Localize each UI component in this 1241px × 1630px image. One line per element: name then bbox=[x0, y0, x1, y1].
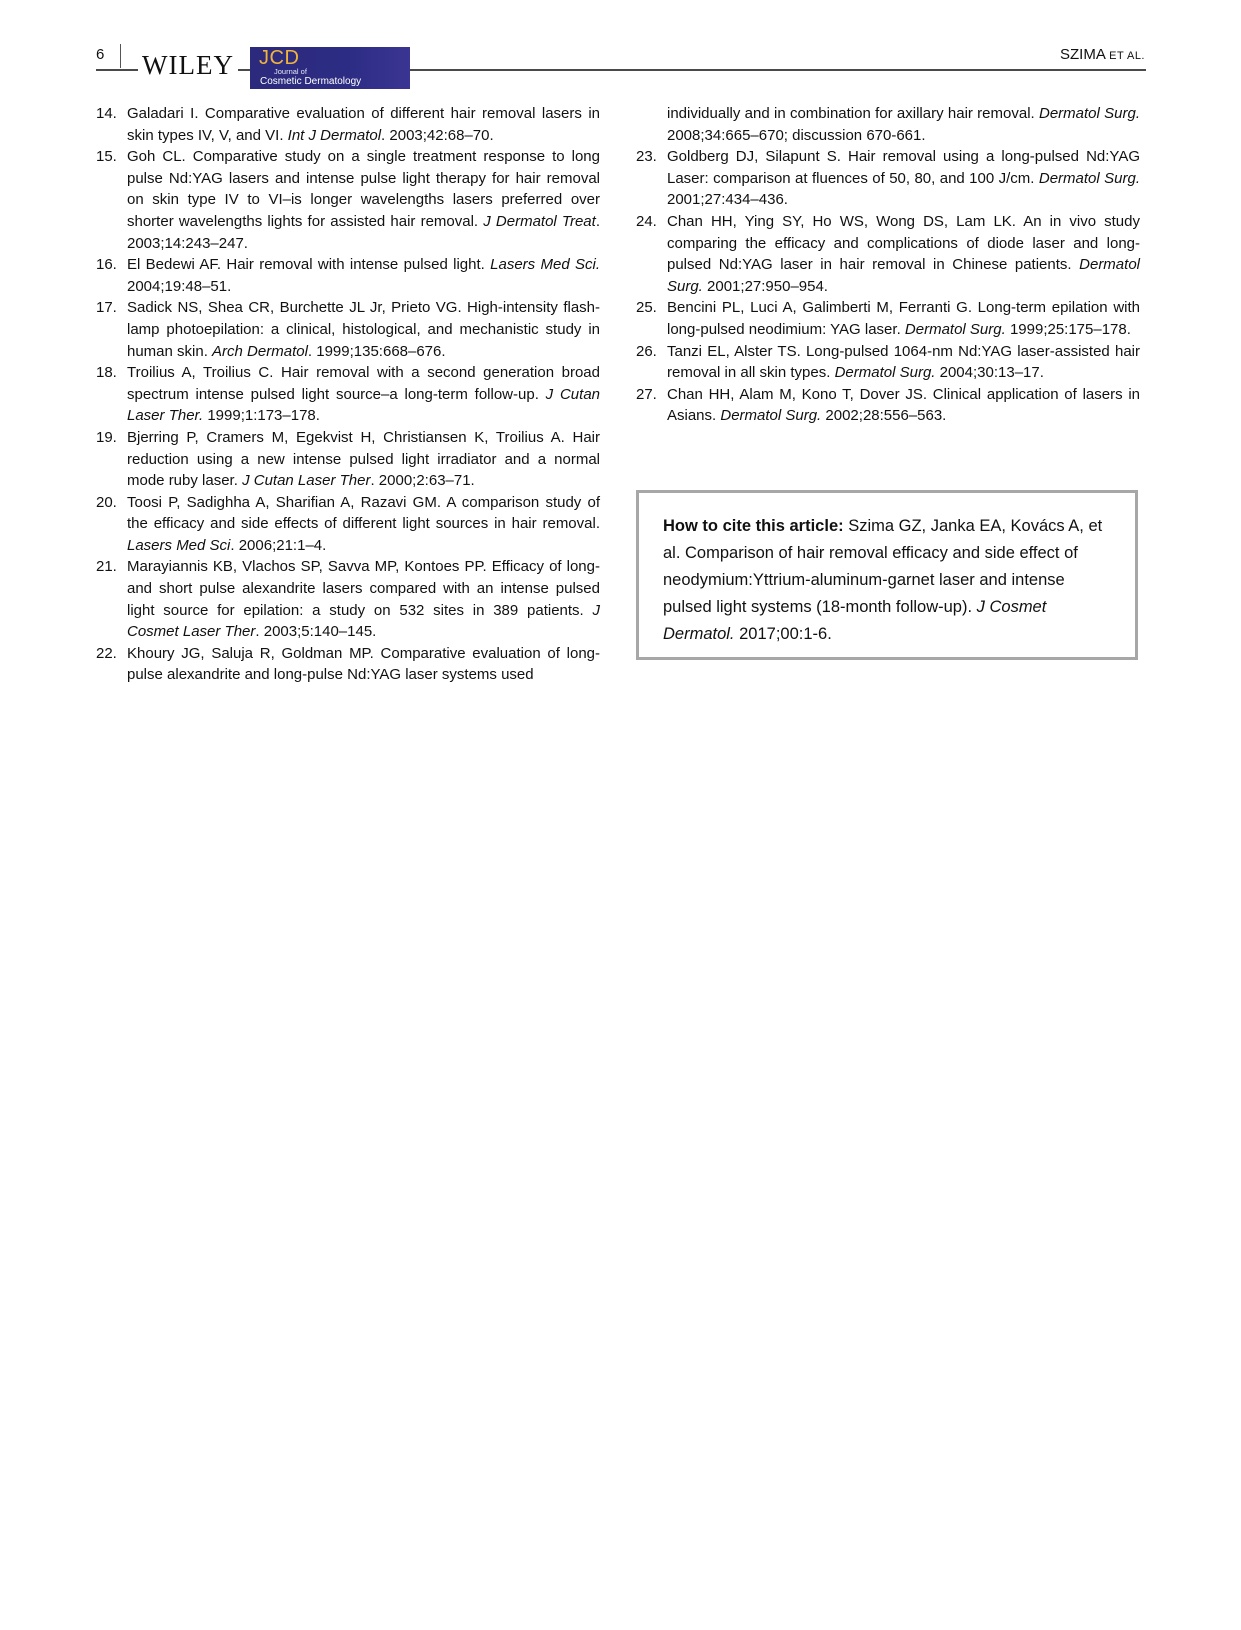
reference-journal: Dermatol Surg. bbox=[667, 256, 1140, 295]
how-to-cite-label: How to cite this article: bbox=[663, 517, 844, 535]
reference-number: 15. bbox=[96, 148, 117, 166]
reference-tail: . 1999;135:668–676. bbox=[307, 342, 446, 360]
reference-tail: 2004;19:48–51. bbox=[127, 277, 232, 295]
reference-text: Troilius A, Troilius C. Hair removal with a second generation broad spectrum intense pulsed light source–a long-term follow-up. bbox=[127, 364, 600, 403]
reference-item bbox=[636, 211, 1140, 297]
reference-number: 20. bbox=[96, 493, 117, 511]
reference-journal: Int J Dermatol bbox=[287, 126, 382, 144]
reference-text: Bencini PL, Luci A, Galimberti M, Ferranti G. Long-term epilation with long-pulsed neodimium: YAG laser. bbox=[667, 299, 1140, 338]
reference-tail: . 2003;42:68–70. bbox=[381, 126, 494, 144]
running-head-suffix: ET AL. bbox=[1109, 50, 1145, 62]
reference-number: 18. bbox=[96, 364, 117, 382]
page-header bbox=[0, 0, 1241, 95]
page-number: 6 bbox=[96, 46, 105, 63]
how-to-cite-tail: 2017;00:1-6. bbox=[734, 625, 832, 643]
reference-number: 24. bbox=[636, 212, 657, 230]
reference-journal: Dermatol Surg. bbox=[834, 364, 936, 382]
reference-tail: . 2003;5:140–145. bbox=[255, 623, 377, 641]
reference-journal: J Dermatol Treat bbox=[483, 212, 596, 230]
reference-number: 19. bbox=[96, 428, 117, 446]
how-to-cite-text: Szima GZ, Janka EA, Kovács A, et al. Comparison of hair removal efficacy and side effect of neodymium:Yttrium-aluminum-garnet laser and intense pulsed light systems (18-month follow-up). bbox=[663, 517, 1103, 616]
reference-number: 26. bbox=[636, 342, 657, 360]
journal-logo bbox=[250, 47, 410, 89]
reference-item bbox=[96, 362, 600, 427]
reference-journal: Dermatol Surg. bbox=[1039, 105, 1140, 122]
reference-tail: 2002;28:556–563. bbox=[821, 407, 947, 425]
reference-journal: Lasers Med Sci. bbox=[490, 256, 601, 274]
header-tick-divider bbox=[120, 44, 121, 68]
running-head bbox=[1060, 46, 1145, 63]
reference-number: 16. bbox=[96, 256, 117, 274]
journal-logo-abbreviation: JCD bbox=[259, 47, 300, 69]
reference-text: Tanzi EL, Alster TS. Long-pulsed 1064-nm Nd:YAG laser-assisted hair removal in all skin types. bbox=[667, 342, 1140, 382]
reference-number: 22. bbox=[96, 644, 117, 662]
how-to-cite-box bbox=[636, 490, 1138, 660]
reference-text: Goldberg DJ, Silapunt S. Hair removal using a long-pulsed Nd:YAG Laser: comparison at fluences of 50, 80, and 100 J/cm. bbox=[667, 148, 1140, 187]
reference-journal: J Cutan Laser Ther bbox=[242, 472, 371, 490]
reference-tail: . 2003;14:243–247. bbox=[127, 212, 600, 252]
reference-item bbox=[636, 103, 1140, 146]
reference-journal: Lasers Med Sci bbox=[127, 536, 231, 554]
reference-number: 25. bbox=[636, 299, 657, 317]
reference-text: Goh CL. Comparative study on a single treatment response to long pulse Nd:YAG lasers and intense pulse light therapy for hair removal on skin type IV to VI–is longer wavelengths lasers preferred over shorter wavelengths lights for assisted hair removal. bbox=[127, 148, 600, 230]
reference-tail: 2001;27:434–436. bbox=[667, 191, 788, 209]
reference-tail: 1999;25:175–178. bbox=[1005, 320, 1131, 338]
reference-tail: . 2006;21:1–4. bbox=[230, 536, 327, 554]
reference-text: El Bedewi AF. Hair removal with intense pulsed light. bbox=[127, 256, 491, 274]
reference-item bbox=[96, 556, 600, 642]
reference-tail: 1999;1:173–178. bbox=[203, 407, 320, 425]
reference-item bbox=[96, 492, 600, 557]
reference-item bbox=[636, 341, 1140, 384]
reference-tail: 2004;30:13–17. bbox=[935, 364, 1044, 382]
reference-item bbox=[96, 643, 600, 686]
reference-item bbox=[96, 146, 600, 254]
reference-number: 27. bbox=[636, 385, 657, 403]
reference-item bbox=[96, 103, 600, 146]
reference-journal: Dermatol Surg. bbox=[904, 320, 1006, 338]
how-to-cite-journal: J Cosmet Dermatol. bbox=[663, 598, 1047, 643]
reference-journal: Dermatol Surg. bbox=[720, 407, 822, 425]
reference-item bbox=[636, 146, 1140, 211]
reference-text: Chan HH, Ying SY, Ho WS, Wong DS, Lam LK. An in vivo study comparing the efficacy and complications of diode laser and long-pulsed Nd:YAG laser in hair removal in Chinese patients. bbox=[667, 212, 1140, 274]
reference-number: 14. bbox=[96, 105, 117, 122]
reference-item bbox=[96, 297, 600, 362]
reference-number: 17. bbox=[96, 299, 117, 317]
reference-journal: Arch Dermatol bbox=[212, 342, 308, 360]
references-right-column bbox=[636, 103, 1140, 427]
reference-text: individually and in combination for axillary hair removal. bbox=[667, 105, 1039, 122]
reference-number: 23. bbox=[636, 148, 657, 166]
journal-logo-line1: Journal of bbox=[274, 67, 307, 76]
reference-item bbox=[96, 427, 600, 492]
reference-tail: . 2000;2:63–71. bbox=[370, 472, 475, 490]
reference-journal: Dermatol Surg. bbox=[1038, 169, 1140, 187]
journal-logo-line2: Cosmetic Dermatology bbox=[260, 76, 362, 87]
reference-text: Toosi P, Sadighha A, Sharifian A, Razavi GM. A comparison study of the efficacy and side effects of different light sources in hair removal. bbox=[127, 493, 600, 533]
reference-text: Chan HH, Alam M, Kono T, Dover JS. Clinical application of lasers in Asians. bbox=[667, 385, 1140, 425]
reference-text: Marayiannis KB, Vlachos SP, Savva MP, Kontoes PP. Efficacy of long- and short pulse alexandrite lasers compared with an intense pulsed light source for epilation: a study on 532 sites in 389 patients. bbox=[127, 558, 600, 619]
reference-text: Galadari I. Comparative evaluation of different hair removal lasers in skin types IV, V, and VI. bbox=[127, 105, 600, 144]
reference-journal: J Cosmet Laser Ther bbox=[127, 601, 600, 641]
reference-text: Sadick NS, Shea CR, Burchette JL Jr, Prieto VG. High-intensity flash-lamp photoepilation: a clinical, histological, and mechanistic study in human skin. bbox=[127, 299, 600, 360]
reference-item bbox=[636, 297, 1140, 340]
reference-tail: 2001;27:950–954. bbox=[702, 277, 828, 295]
reference-item bbox=[636, 384, 1140, 427]
reference-journal: J Cutan Laser Ther. bbox=[127, 385, 601, 425]
reference-text: Bjerring P, Cramers M, Egekvist H, Christiansen K, Troilius A. Hair reduction using a new intense pulsed light irradiator and a normal mode ruby laser. bbox=[127, 428, 600, 490]
reference-tail: 2008;34:665–670; discussion 670-661. bbox=[667, 126, 926, 144]
running-head-author: SZIMA bbox=[1059, 46, 1105, 63]
reference-text: Khoury JG, Saluja R, Goldman MP. Comparative evaluation of long-pulse alexandrite and long-pulse Nd:YAG laser systems used bbox=[127, 644, 600, 684]
reference-number: 21. bbox=[96, 558, 117, 576]
reference-item bbox=[96, 254, 600, 297]
references-left-column bbox=[96, 103, 600, 686]
wiley-logo: WILEY bbox=[138, 50, 238, 80]
